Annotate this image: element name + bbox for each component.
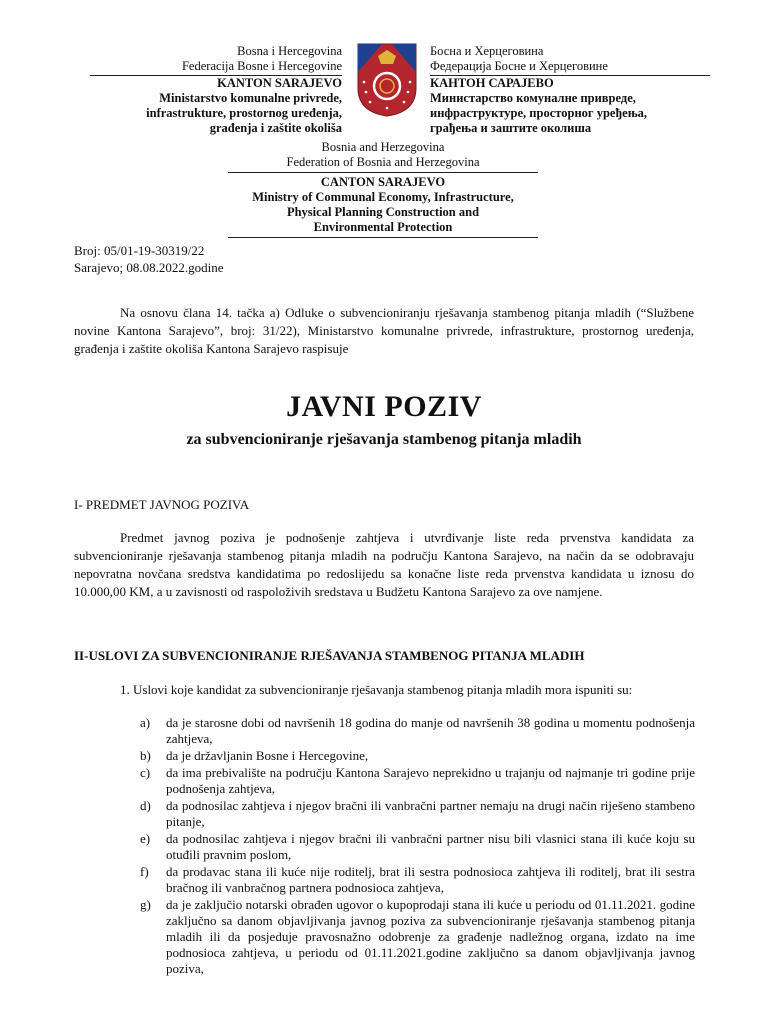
- ministry-cyr-1: Министарство комуналне привреде,: [430, 91, 636, 105]
- section-2-heading: II-USLOVI ZA SUBVENCIONIRANJE RJEŠAVANJA STAMBENOG PITANJA MLADIH: [74, 648, 585, 663]
- list-item: [140, 715, 695, 747]
- list-item-text: da prodavac stana ili kuće nije roditelj, brat ili sestra podnosioca zahtjeva ili roditelj, brat ili sestra bračnog ili vanbračnog partnera podnosioca zahtjeva,: [166, 864, 695, 895]
- list-item-label: f): [140, 864, 149, 879]
- ministry-en-3: Environmental Protection: [313, 220, 453, 234]
- document-title: JAVNI POZIV: [286, 390, 482, 423]
- list-item-text: da podnosilac zahtjeva i njegov bračni ili vanbračni partner nemaju na drugi način riješeno stambeno pitanje,: [166, 798, 695, 829]
- intro-text: Na osnovu člana 14. tačka a) Odluke o subvencioniranju rješavanja stambenog pitanja mladih (“Službene novine Kantona Sarajevo”, broj: 31/22), Ministarstvo komunalne privrede, infrastrukture, prostornog uređenja, građenja i zaštite okoliša Kantona Sarajevo raspisuje: [74, 305, 694, 356]
- reference-number: Broj: 05/01-19-30319/22: [74, 243, 205, 258]
- list-item-label: e): [140, 831, 151, 846]
- ministry-bs-1: Ministarstvo komunalne privrede,: [159, 91, 342, 105]
- ministry-bs-3: građenja i zaštite okoliša: [209, 121, 342, 135]
- canton-crest-icon: [356, 42, 418, 118]
- list-item: [140, 864, 695, 896]
- ministry-bs-2: infrastrukture, prostornog uređenja,: [146, 106, 342, 120]
- list-item-text: da ima prebivalište na području Kantona Sarajevo neprekidno u trajanju od najmanje tri godine prije podnošenja zahtjeva,: [166, 765, 695, 796]
- header-english: [228, 140, 538, 238]
- section-1-text: Predmet javnog poziva je podnošenje zahtjeva i utvrđivanje liste reda prvenstva kandidata za subvencioniranje rješavanja stambenog pitanja mladih na području Kantona Sarajevo, na način da se odobravaju nepovratna novčana sredstva kandidatima po redoslijedu sa konačne liste reda prvenstva kandidata u iznosu do 10.000,00 KM, a u zavisnosti od raspoloživih sredstava u Budžetu Kantona Sarajevo za ove namjene.: [74, 530, 694, 599]
- list-item-text: da je državljanin Bosne i Hercegovine,: [166, 748, 369, 763]
- intro-paragraph: [74, 304, 694, 358]
- canton-bs: KANTON SARAJEVO: [217, 76, 342, 90]
- federation-bs: Federacija Bosne i Hercegovine: [181, 59, 342, 73]
- list-item: [140, 798, 695, 830]
- document-subtitle: za subvencioniranje rješavanja stambenog pitanja mladih: [186, 431, 582, 448]
- header-english-divider: [228, 172, 538, 173]
- section-1-paragraph: [74, 529, 694, 601]
- canton-cyr: КАНТОН САРАЈЕВО: [430, 76, 554, 90]
- section-2-intro: [74, 682, 694, 698]
- list-item-label: c): [140, 765, 151, 780]
- list-item-label: g): [140, 897, 151, 912]
- list-item: [140, 765, 695, 797]
- ministry-en-2: Physical Planning Construction and: [286, 205, 480, 219]
- list-item-label: d): [140, 798, 151, 813]
- ministry-cyr-3: грађења и заштите околиша: [430, 121, 592, 135]
- federation-en: Federation of Bosnia and Herzegovina: [286, 155, 480, 169]
- list-item-label: a): [140, 715, 151, 730]
- list-item-text: da je zaključio notarski obrađen ugovor o kupoprodaji stana ili kuće u periodu od 01.11.2021. godine zaključno sa danom objavljivanja javnog poziva za subvencioniranje rješavanja stambenog pitanja mladih ili da posjeduje pravosnažno odobrenje za građenje nadležnog organa, izdato na ime podnosioca zahtjeva, u periodu od 01.11.2021.godine zaključno sa danom objavljivanja javnog poziva,: [166, 897, 695, 976]
- list-item-text: da podnosilac zahtjeva i njegov bračni ili vanbračni partner nisu bili vlasnici stana ili kuće koju su otuđili pravnim poslom,: [166, 831, 695, 862]
- header-left: [90, 44, 342, 136]
- list-item: [140, 831, 695, 863]
- list-item-label: b): [140, 748, 151, 763]
- conditions-list: [140, 715, 695, 978]
- list-item-text: da je starosne dobi od navršenih 18 godina do manje od navršenih 38 godina u momentu podnošenja zahtjeva,: [166, 715, 695, 746]
- canton-en: CANTON SARAJEVO: [320, 175, 446, 189]
- section-2-intro-text: 1. Uslovi koje kandidat za subvencioniranje rješavanja stambenog pitanja mladih mora ispuniti su:: [120, 682, 633, 697]
- country-bs: Bosna i Hercegovina: [237, 44, 342, 58]
- document-meta: [74, 242, 223, 276]
- country-cyr: Босна и Херцеговина: [430, 44, 544, 58]
- section-1-heading: I- PREDMET JAVNOG POZIVA: [74, 497, 250, 512]
- place-date: Sarajevo; 08.08.2022.godine: [74, 260, 224, 275]
- list-item: [140, 748, 695, 764]
- header-english-bottom-rule: [228, 237, 538, 238]
- ministry-en-1: Ministry of Communal Economy, Infrastructure,: [252, 190, 514, 204]
- list-item: [140, 897, 695, 977]
- header-right: [430, 44, 710, 136]
- ministry-cyr-2: инфраструктуре, просторног уређења,: [430, 106, 648, 120]
- country-en: Bosnia and Herzegovina: [321, 140, 445, 154]
- federation-cyr: Федерација Босне и Херцеговине: [430, 59, 608, 73]
